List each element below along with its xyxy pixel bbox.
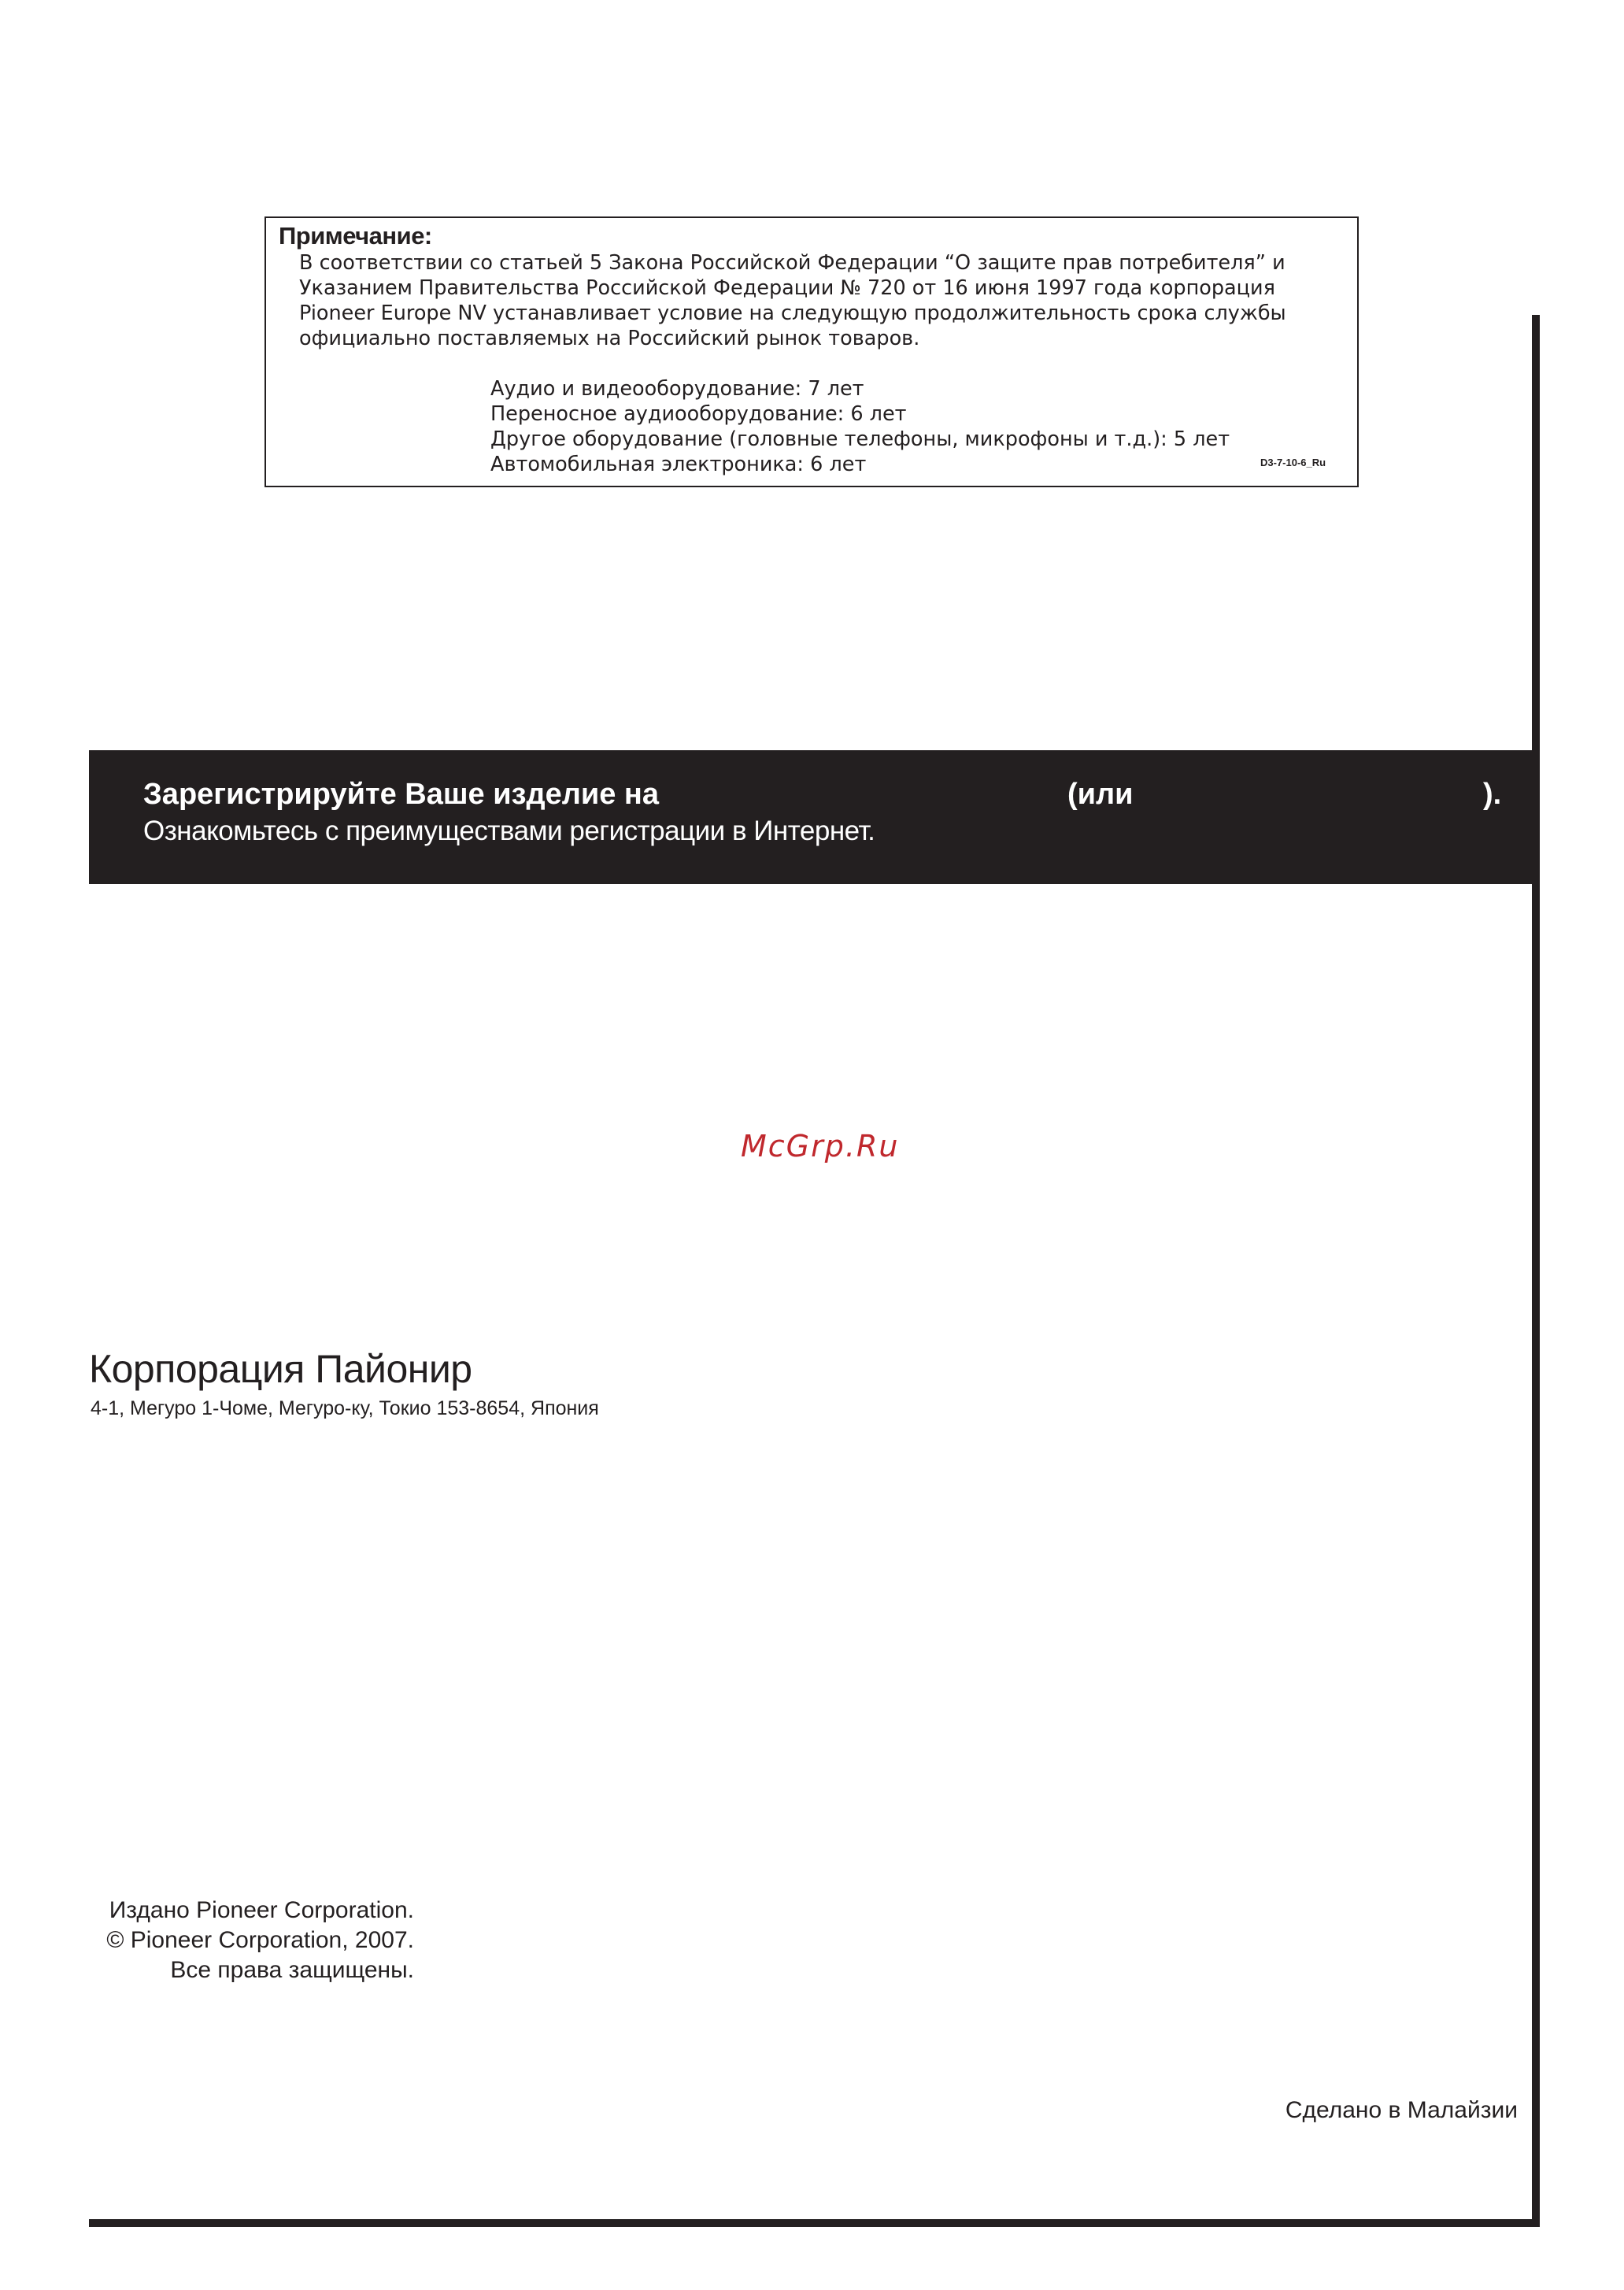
published-by: Издано Pioneer Corporation. (109, 1897, 414, 1923)
note-list-item: Автомобильная электроника: 6 лет (490, 453, 867, 476)
frame-right-border (1532, 315, 1540, 2227)
note-list-item: Переносное аудиооборудование: 6 лет (490, 402, 907, 426)
note-list-item: Аудио и видеооборудование: 7 лет (490, 377, 864, 401)
note-title: Примечание: (279, 222, 432, 250)
note-paragraph-line: Указанием Правительства Российской Федерации № 720 от 16 июня 1997 года корпорация (299, 276, 1275, 300)
registration-heading: Зарегистрируйте Ваше изделие на (143, 778, 660, 811)
note-list-item: Другое оборудование (головные телефоны, микрофоны и т.д.): 5 лет (490, 427, 1230, 451)
registration-subheading: Ознакомьтесь с преимуществами регистрации в Интернет. (143, 816, 875, 846)
note-paragraph-line: В соответствии со статьей 5 Закона Российской Федерации “О защите прав потребителя” и (299, 251, 1286, 275)
note-paragraph-line: Pioneer Europe NV устанавливает условие на следующую продолжительность срока службы (299, 302, 1286, 325)
corporation-address: 4-1, Мегуро 1-Чоме, Мегуро-ку, Токио 153-8654, Япония (91, 1397, 599, 1419)
registration-heading-end: ). (1483, 778, 1502, 811)
registration-heading-or: (или (1067, 778, 1134, 811)
made-in-country: Сделано в Малайзии (1285, 2097, 1518, 2123)
rights-reserved: Все права защищены. (170, 1957, 414, 1983)
document-code: D3-7-10-6_Ru (1260, 457, 1326, 468)
watermark: McGrp.Ru (741, 1129, 900, 1163)
note-paragraph-line: официально поставляемых на Российский рынок товаров. (299, 327, 920, 350)
corporation-name: Корпорация Пайонир (89, 1347, 472, 1391)
copyright: © Pioneer Corporation, 2007. (106, 1927, 414, 1953)
frame-bottom-border (89, 2219, 1540, 2227)
